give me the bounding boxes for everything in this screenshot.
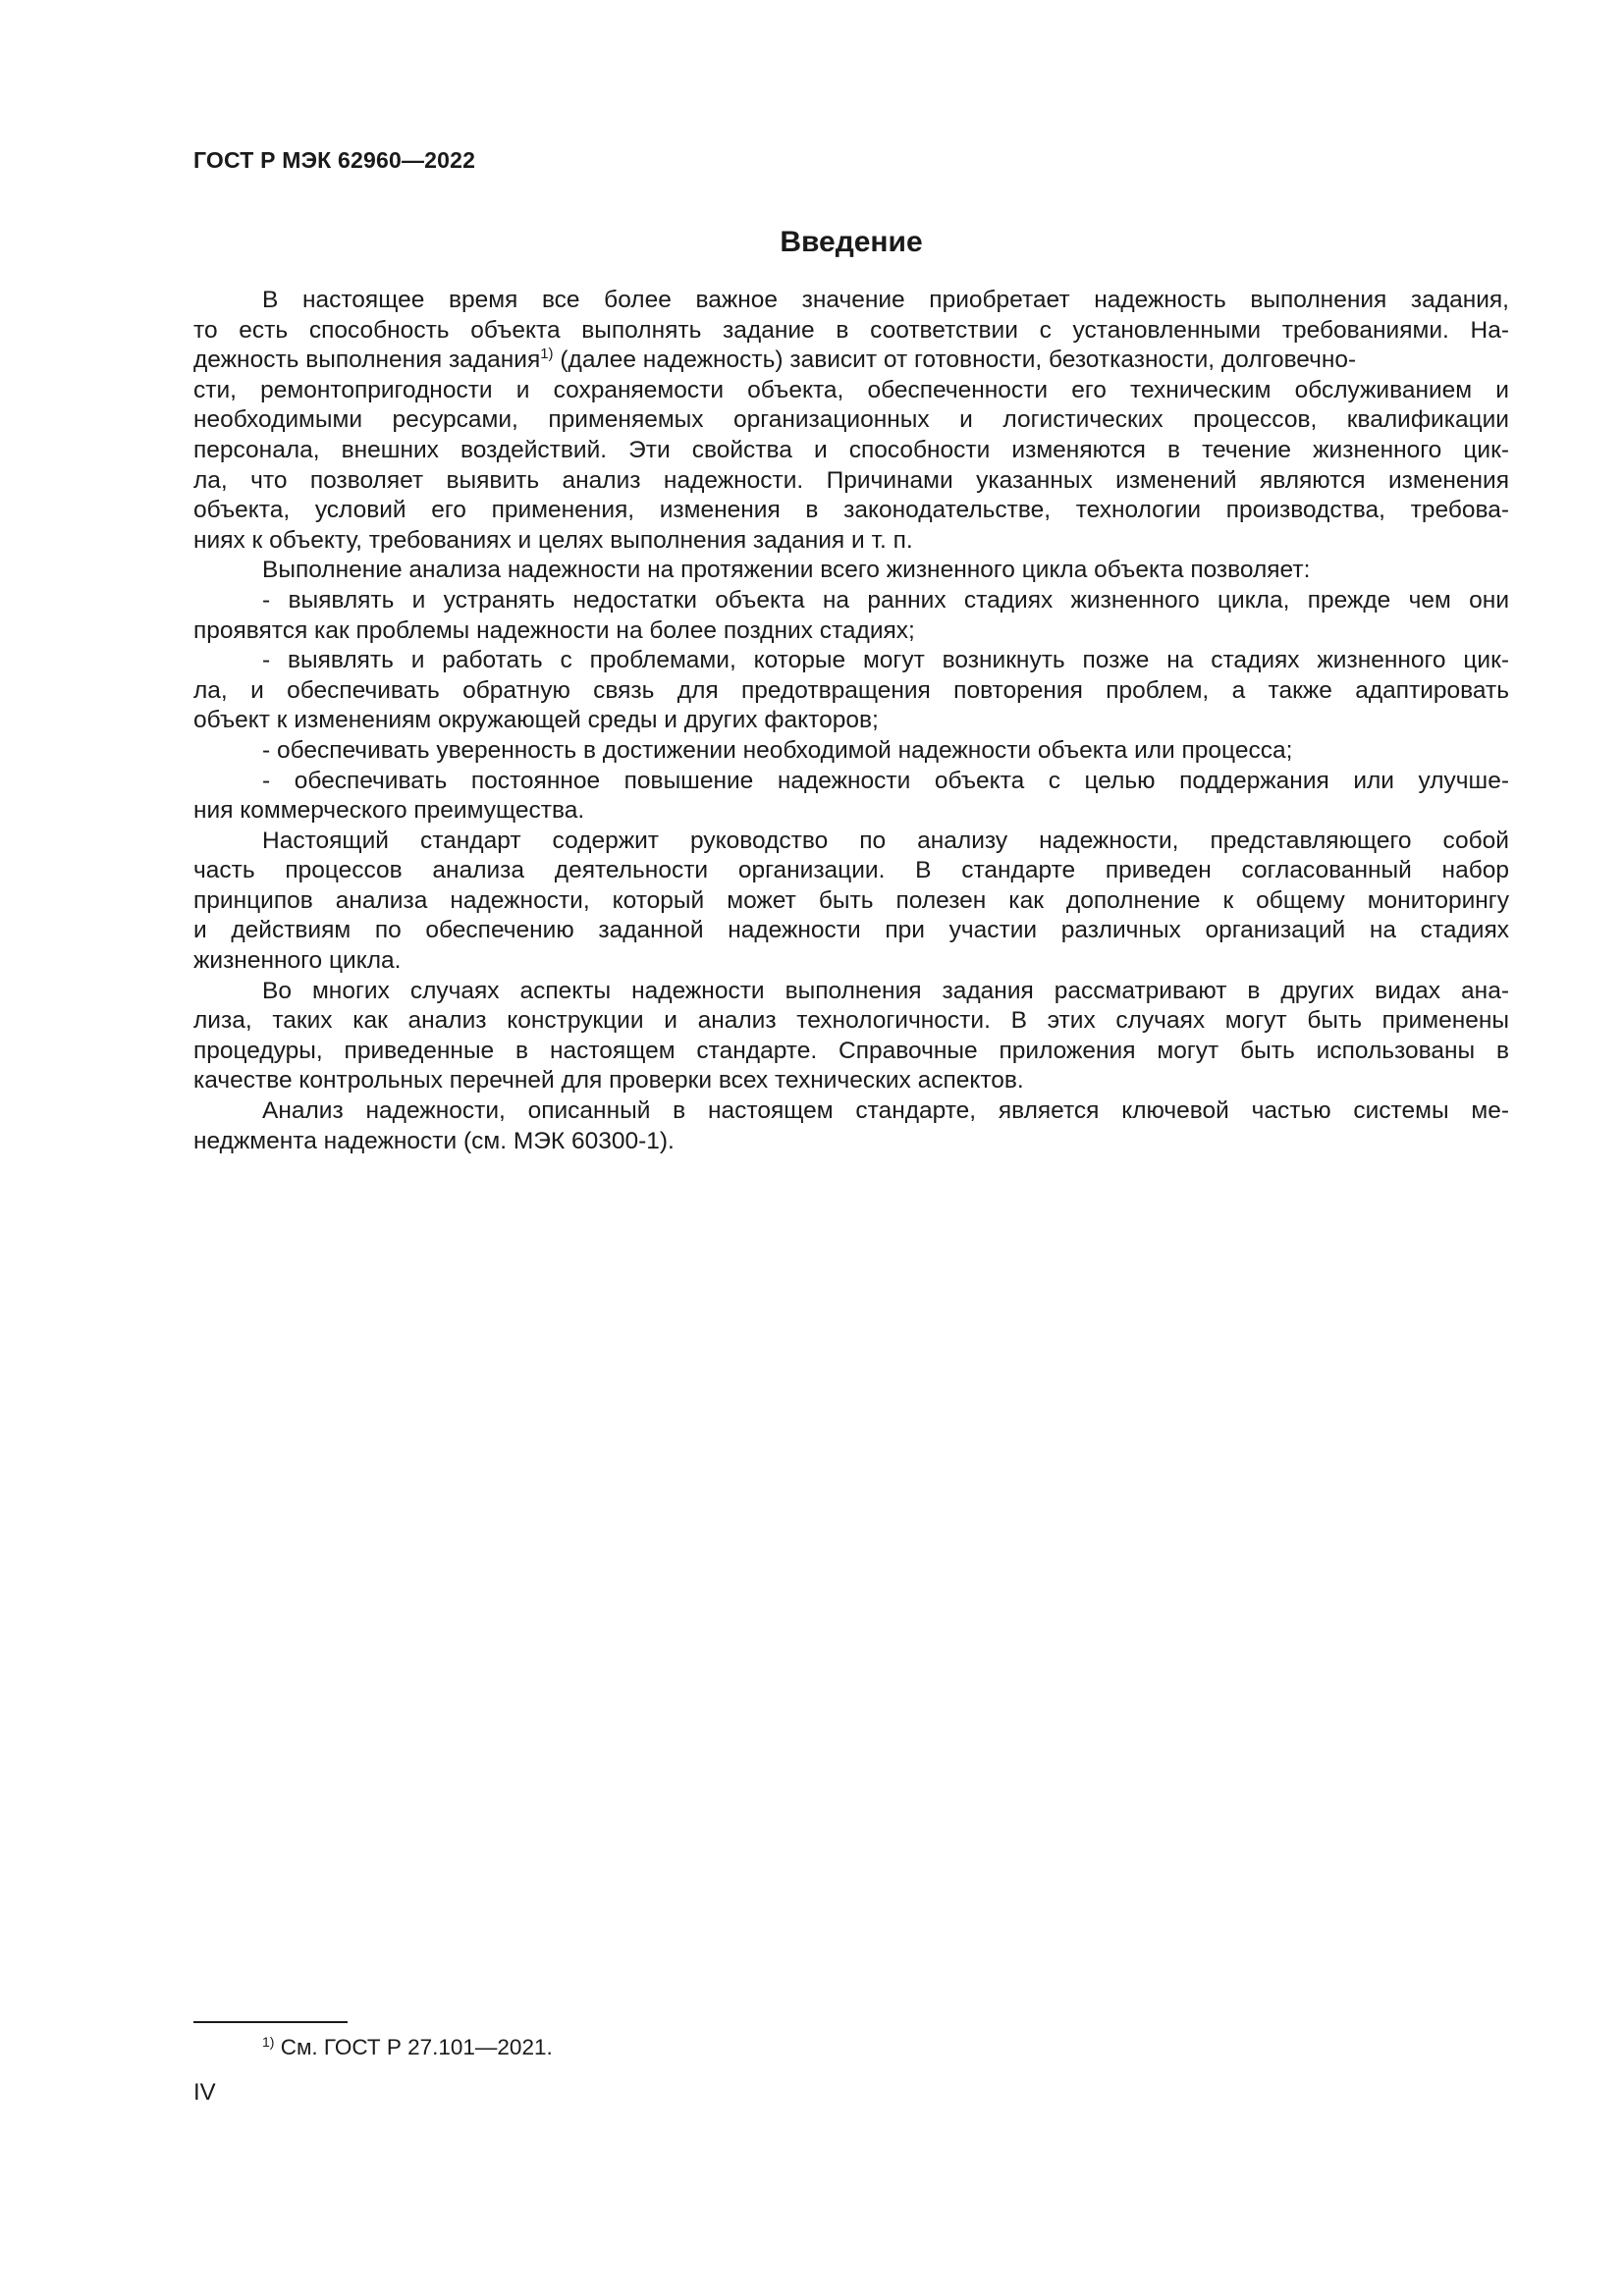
paragraph-line: Выполнение анализа надежности на протяжении всего жизненного цикла объекта позволяет: (262, 557, 1311, 584)
list-item-line: - выявлять и работать с проблемами, которые могут возникнуть позже на стадиях жизненного цик- (262, 647, 1509, 674)
paragraph-line-with-footnote (193, 346, 1509, 376)
footnote-divider (193, 2021, 348, 2023)
paragraph-line: часть процессов анализа деятельности организации. В стандарте приведен согласованный набор (193, 857, 1509, 884)
paragraph-line: сти, ремонтопригодности и сохраняемости объекта, обеспеченности его техническим обслуживанием и (193, 376, 1509, 403)
paragraph-line: лиза, таких как анализ конструкции и анализ технологичности. В этих случаях могут быть применены (193, 1007, 1509, 1035)
list-item-line: - обеспечивать постоянное повышение надежности объекта с целью поддержания или улучше- (262, 767, 1509, 794)
paragraph-line: Во многих случаях аспекты надежности выполнения задания рассматривают в других видах ана- (262, 977, 1509, 1004)
list-item-line: - выявлять и устранять недостатки объекта на ранних стадиях жизненного цикла, прежде чем они (262, 586, 1509, 614)
paragraph-line: персонала, внешних воздействий. Эти свойства и способности изменяются в течение жизненного цик- (193, 436, 1509, 463)
paragraph-text: дежность выполнения задания (193, 347, 541, 374)
list-item-line: проявятся как проблемы надежности на более поздних стадиях; (193, 616, 915, 644)
paragraph-line: жизненного цикла. (193, 947, 402, 975)
paragraph-line: Анализ надежности, описанный в настоящем стандарте, является ключевой частью системы ме- (262, 1097, 1509, 1125)
paragraph-line: В настоящее время все более важное значение приобретает надежность выполнения задания, (262, 287, 1509, 313)
paragraph-line: качестве контрольных перечней для проверки всех технических аспектов. (193, 1067, 1024, 1095)
list-item-line: - обеспечивать уверенность в достижении необходимой надежности объекта или процесса; (262, 736, 1293, 764)
paragraph-line: необходимыми ресурсами, применяемых организационных и логистических процессов, квалификации (193, 406, 1509, 434)
paragraph-line: и действиям по обеспечению заданной надежности при участии различных организаций на стадиях (193, 917, 1509, 944)
page-number: IV (193, 2079, 216, 2106)
footnote-text: См. ГОСТ Р 27.101—2021. (274, 2035, 553, 2059)
paragraph-line: ла, что позволяет выявить анализ надежности. Причинами указанных изменений являются изменения (193, 466, 1509, 494)
footnote-reference: 1) (540, 346, 554, 363)
list-item-line: ла, и обеспечивать обратную связь для предотвращения повторения проблем, а также адаптировать (193, 676, 1509, 704)
paragraph-line: процедуры, приведенные в настоящем стандарте. Справочные приложения могут быть использованы в (193, 1037, 1509, 1064)
list-item-line: объект к изменениям окружающей среды и других факторов; (193, 707, 879, 734)
paragraph-line: Настоящий стандарт содержит руководство по анализу надежности, представляющего собой (262, 827, 1509, 854)
paragraph-line: принципов анализа надежности, который может быть полезен как дополнение к общему мониторингу (193, 886, 1509, 914)
paragraph-line: объекта, условий его применения, изменения в законодательстве, технологии производства, требова- (193, 497, 1509, 524)
paragraph-line: ниях к объекту, требованиях и целях выполнения задания и т. п. (193, 526, 913, 554)
paragraph-line: то есть способность объекта выполнять задание в соответствии с установленными требованиями. На- (193, 316, 1509, 344)
paragraph-line: неджмента надежности (см. МЭК 60300-1). (193, 1127, 675, 1154)
paragraph-text: (далее надежность) зависит от готовности, безотказности, долговечно- (553, 347, 1357, 374)
list-item-line: ния коммерческого преимущества. (193, 797, 585, 825)
footnote-marker: 1) (262, 2034, 275, 2050)
section-title: Введение (780, 226, 923, 258)
introduction-body (193, 286, 1509, 1156)
footnote (262, 2035, 553, 2060)
document-header: ГОСТ Р МЭК 62960—2022 (193, 147, 476, 173)
